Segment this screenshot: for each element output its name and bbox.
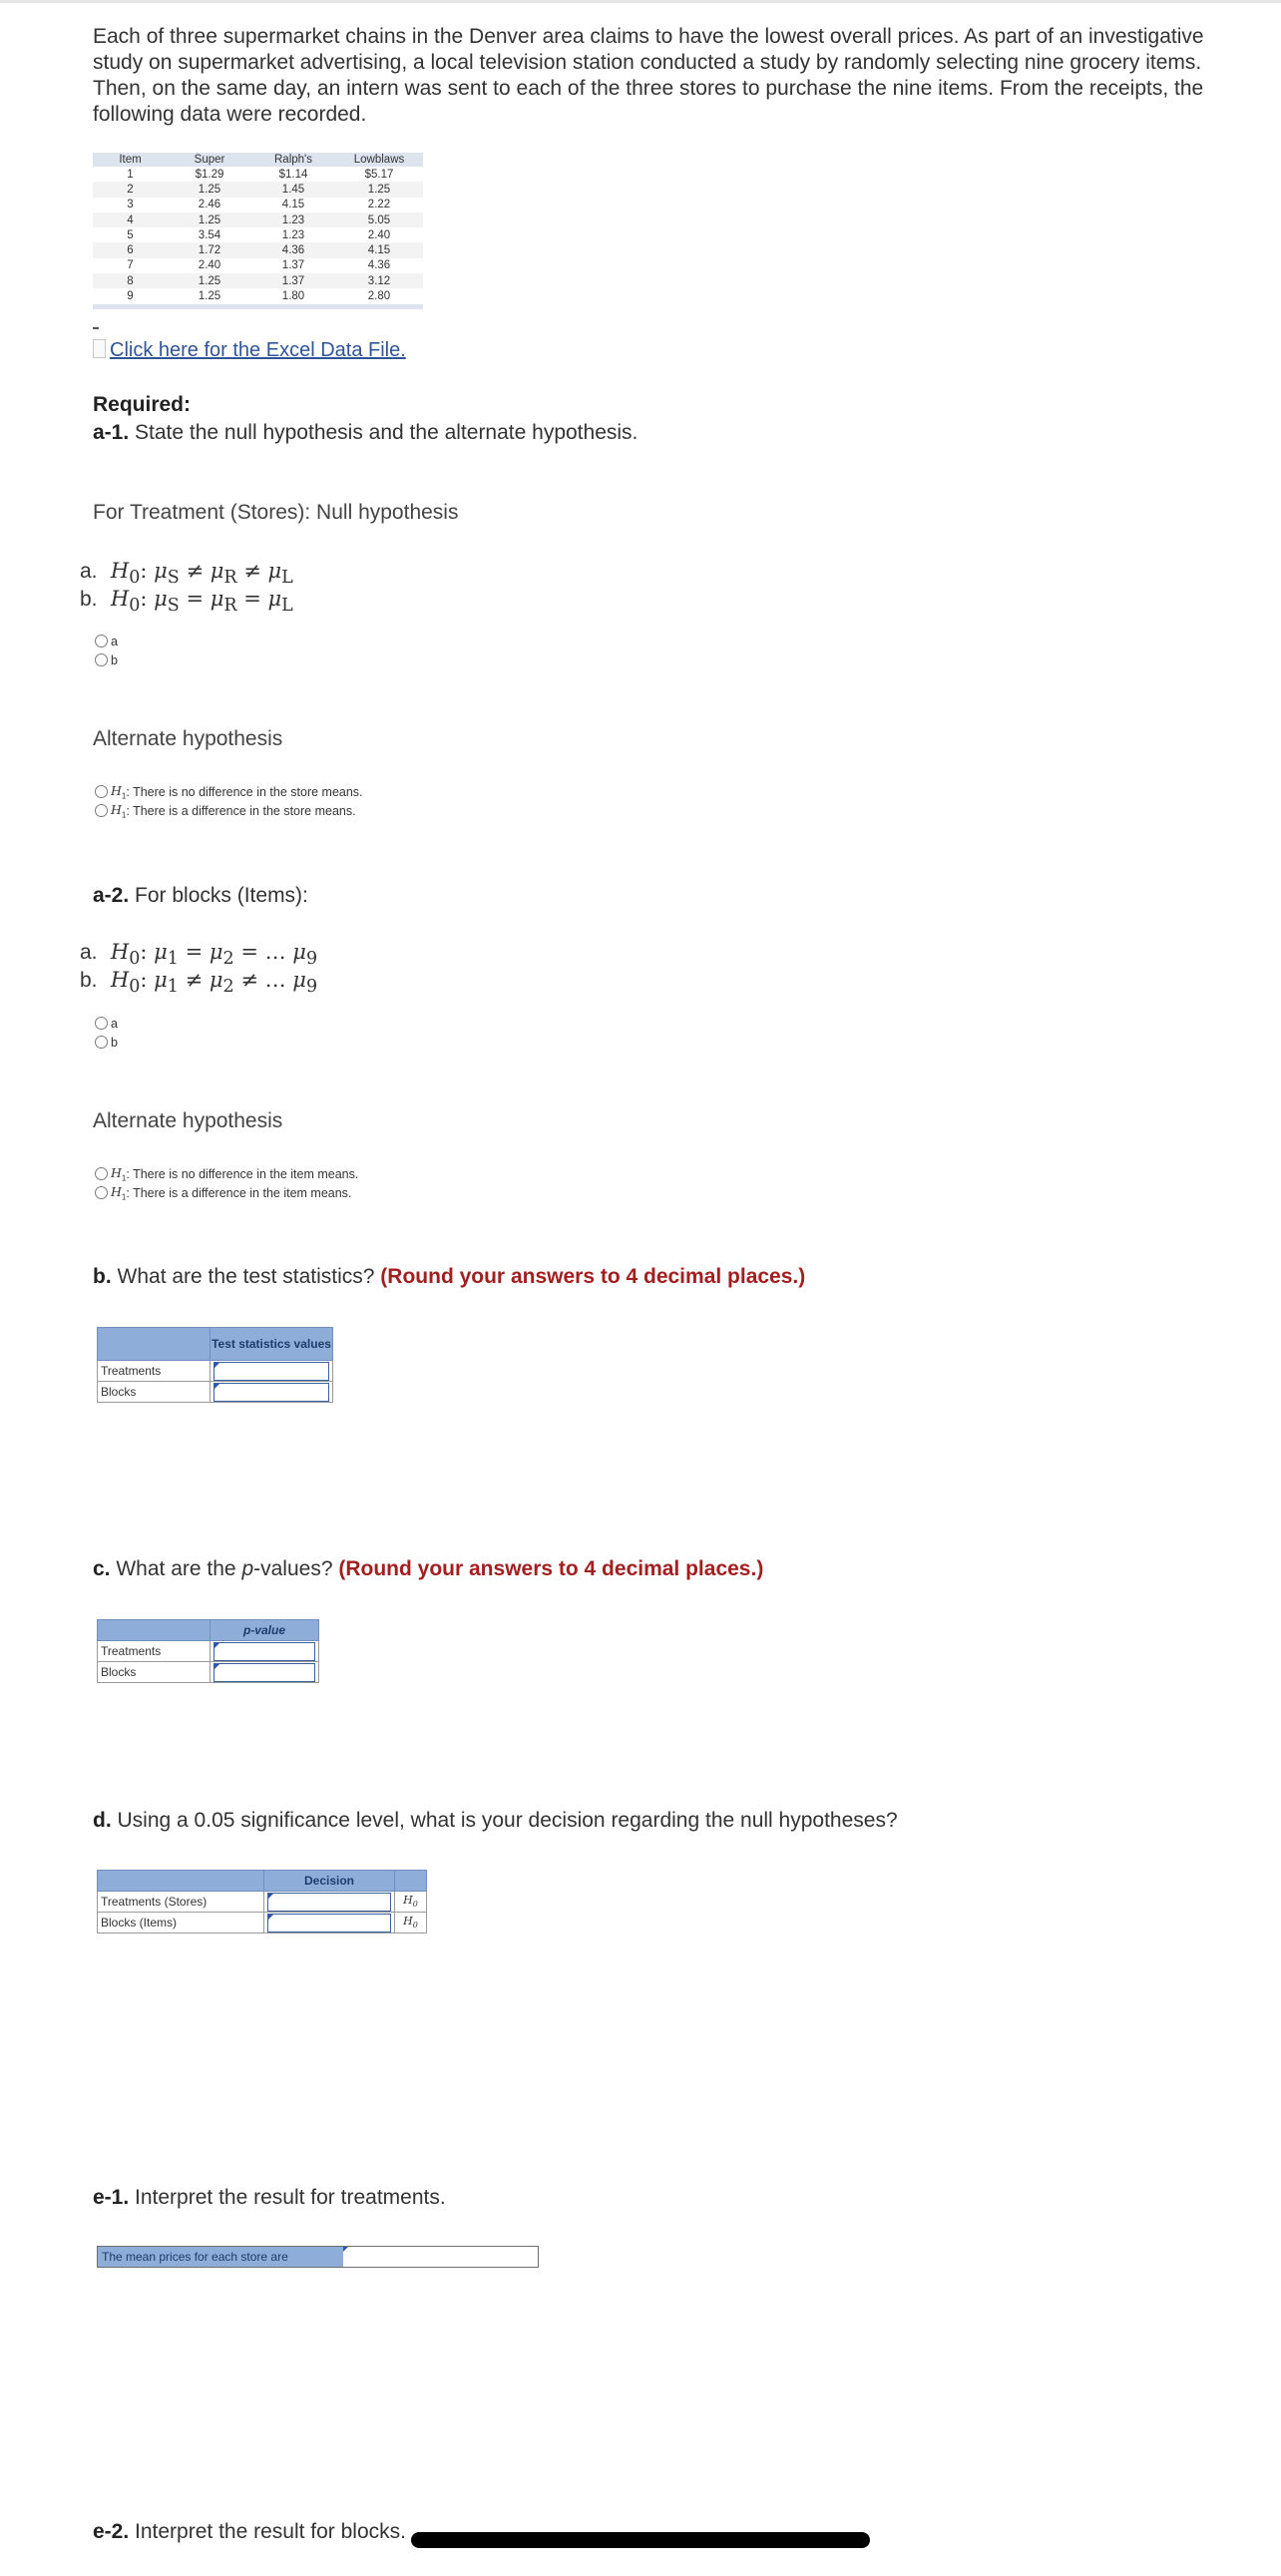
radio-label: : There is a difference in the item means.: [126, 1185, 352, 1200]
table-row: [93, 288, 423, 306]
radio-label: : There is a difference in the store means.: [126, 803, 356, 818]
c-number: c.: [93, 1557, 111, 1580]
blocks-null-radios: [95, 1014, 118, 1052]
d-text: Using a 0.05 significance level, what is your decision regarding the null hypotheses?: [117, 1809, 898, 1832]
cell: 1.45: [251, 182, 335, 197]
table-header-row: [93, 153, 423, 167]
p-value-table: [97, 1619, 319, 1683]
row-label-blocks-items: Blocks (Items): [98, 1913, 264, 1933]
row-label-blocks: Blocks: [98, 1382, 211, 1403]
horizontal-scrollbar[interactable]: [411, 2532, 870, 2548]
corner-cell: [98, 1620, 211, 1641]
a2-number: a-2.: [93, 884, 130, 907]
cell: 9: [127, 290, 134, 303]
option-letter: a.: [80, 560, 98, 583]
cell: 1.23: [281, 228, 305, 241]
cell: 4.15: [281, 199, 305, 212]
row-label-treatments-stores: Treatments (Stores): [98, 1892, 264, 1913]
treatments-stat-cell: [211, 1361, 333, 1382]
header-item: Item: [93, 153, 168, 167]
radio-button[interactable]: [95, 804, 108, 817]
blocks-option-b: b. $H_0$: $\mu_1 \ne \mu_2$ ≠ … $\mu_9$: [80, 968, 318, 998]
radio-button[interactable]: [95, 785, 108, 798]
table-row: [93, 258, 423, 273]
e2-text: Interpret the result for blocks.: [135, 2520, 406, 2543]
radio-alt-no-difference[interactable]: $H_1$ : There is no difference in the item means.: [95, 1164, 358, 1183]
blocks-decision-cell: [264, 1913, 395, 1933]
table-row: [93, 167, 423, 182]
e2-number: e-2.: [93, 2520, 130, 2543]
cell: 4.36: [367, 259, 391, 272]
c-text-p: p: [241, 1557, 254, 1580]
cell: 2.40: [367, 228, 391, 241]
decision-header: Decision: [264, 1871, 395, 1892]
c-rounding-note: (Round your answers to 4 decimal places.): [338, 1557, 764, 1580]
radio-button[interactable]: [95, 1036, 108, 1049]
test-statistics-header: Test statistics values: [211, 1328, 333, 1361]
cell: 2.22: [367, 199, 391, 212]
header-super: Super: [168, 153, 251, 167]
question-e1: [93, 2186, 446, 2210]
radio-alt-difference[interactable]: $H_1$ : There is a difference in the item means.: [95, 1183, 358, 1202]
e1-number: e-1.: [93, 2186, 130, 2209]
question-c: [93, 1557, 763, 1581]
cell: 5: [127, 228, 134, 241]
cell: 8: [93, 273, 168, 288]
a1-instruction: State the null hypothesis and the alternate hypothesis.: [135, 421, 639, 444]
treatments-decision-select[interactable]: [267, 1893, 391, 1912]
a2-question: [93, 884, 308, 908]
p-value-header: p-value: [211, 1620, 319, 1641]
option-letter: a.: [80, 941, 98, 964]
e1-text: Interpret the result for treatments.: [135, 2186, 446, 2209]
cell: 7: [127, 259, 134, 272]
radio-label: b: [111, 652, 118, 667]
radio-button[interactable]: [95, 653, 108, 666]
cell: 2.80: [367, 290, 391, 303]
blocks-option-a: a. $H_0$: $\mu_1 = \mu_2$ = … $\mu_9$: [80, 940, 318, 970]
cell: 1: [127, 168, 134, 181]
file-marker: [93, 327, 99, 329]
e1-answer-row: [97, 2246, 539, 2268]
cell: 1.25: [335, 182, 423, 197]
corner-cell: [98, 1328, 211, 1361]
radio-button[interactable]: [95, 1167, 108, 1180]
blocks-stat-input[interactable]: [214, 1383, 329, 1402]
excel-link-text[interactable]: Click here for the Excel Data File.: [110, 339, 406, 361]
radio-label: a: [111, 1016, 118, 1031]
header-ralphs: Ralph's: [251, 153, 335, 167]
radio-option-b[interactable]: [95, 650, 118, 669]
excel-data-link[interactable]: [93, 339, 406, 362]
treatments-decision-cell: [264, 1892, 395, 1913]
question-b: [93, 1265, 805, 1289]
radio-label: a: [111, 634, 118, 648]
b-rounding-note: (Round your answers to 4 decimal places.): [380, 1265, 806, 1288]
cell: 1.37: [281, 259, 305, 272]
radio-button[interactable]: [95, 635, 108, 647]
cell: 6: [93, 242, 168, 257]
treatment-option-a: a. $H_0$: $\mu_S \ne \mu_R \ne \mu_L$: [80, 559, 293, 589]
treatments-stat-input[interactable]: [214, 1362, 329, 1381]
test-statistics-table: [97, 1327, 333, 1403]
header-lowblaws: Lowblaws: [335, 153, 423, 167]
cell: 4.36: [251, 242, 335, 257]
cell: 1.37: [251, 273, 335, 288]
treatments-p-cell: [211, 1641, 319, 1662]
cell: $5.17: [364, 168, 394, 181]
e1-answer-label: The mean prices for each store are: [98, 2247, 343, 2267]
treatment-option-b: b. $H_0$: $\mu_S = \mu_R = \mu_L$: [80, 587, 293, 617]
c-text-post: -values?: [253, 1557, 333, 1580]
radio-label: : There is no difference in the store means.: [126, 784, 363, 799]
a1-number: a-1.: [93, 421, 130, 444]
corner-cell-right: [395, 1871, 427, 1892]
table-row: [93, 213, 423, 227]
price-data-table: [93, 153, 423, 309]
treatment-null-radios: [95, 632, 118, 669]
radio-alt-difference[interactable]: $H_1$ : There is a difference in the store means.: [95, 801, 363, 820]
row-label-blocks: Blocks: [98, 1662, 211, 1683]
radio-option-a[interactable]: [95, 632, 118, 650]
cell: 2: [93, 182, 168, 197]
h0-symbol: $H_0$: [395, 1913, 427, 1933]
e1-answer-select[interactable]: [343, 2247, 538, 2267]
radio-label: b: [111, 1035, 118, 1050]
cell: 1.72: [168, 242, 251, 257]
table-row: [93, 227, 423, 242]
cell: 4.15: [335, 242, 423, 257]
d-number: d.: [93, 1809, 112, 1832]
cell: 5.05: [335, 213, 423, 227]
cell: 1.25: [198, 290, 221, 303]
cell: 3.12: [335, 273, 423, 288]
b-number: b.: [93, 1265, 112, 1288]
cell: 4: [93, 213, 168, 227]
top-divider: [0, 0, 1281, 3]
blocks-stat-cell: [211, 1382, 333, 1403]
cell: 1.25: [168, 182, 251, 197]
problem-statement: Each of three supermarket chains in the Denver area claims to have the lowest overall prices. As part of an investigative study on supermarket advertising, a local television station conducted a study by randomly selecting nine grocery items. Then, on the same day, an intern was sent to each of the three stores to purchase the nine items. From the receipts, the following data were recorded.: [93, 25, 1204, 126]
treatments-p-input[interactable]: [214, 1642, 315, 1661]
cell: $1.14: [278, 168, 308, 181]
radio-button[interactable]: [95, 1017, 108, 1030]
file-icon: [93, 339, 106, 358]
option-letter: b.: [80, 969, 98, 992]
table-row: [93, 182, 423, 197]
required-section: [93, 391, 638, 447]
table-row: [93, 273, 423, 288]
decision-table: [97, 1870, 427, 1933]
treatment-alt-label: Alternate hypothesis: [93, 727, 283, 750]
h0-symbol: $H_0$: [395, 1892, 427, 1913]
corner-cell: [98, 1871, 264, 1892]
radio-alt-no-difference[interactable]: $H_1$ : There is no difference in the store means.: [95, 782, 363, 801]
question-e2: [93, 2520, 406, 2544]
blocks-decision-select[interactable]: [267, 1914, 391, 1932]
cell: 1.25: [168, 213, 251, 227]
blocks-alt-label: Alternate hypothesis: [93, 1109, 283, 1132]
treatment-alt-radios: [95, 782, 363, 820]
blocks-p-cell: [211, 1662, 319, 1683]
table-row: [93, 242, 423, 257]
cell: 2.40: [198, 259, 221, 272]
required-heading: Required:: [93, 393, 192, 416]
cell: 3.54: [198, 228, 221, 241]
cell: 2.46: [198, 199, 221, 212]
question-d: [93, 1809, 898, 1833]
blocks-alt-radios: [95, 1164, 358, 1202]
cell: 1.23: [251, 213, 335, 227]
radio-option-b[interactable]: [95, 1033, 118, 1052]
radio-label: : There is no difference in the item means.: [126, 1166, 359, 1181]
cell: 1.80: [281, 290, 305, 303]
table-row: [93, 198, 423, 213]
option-letter: b.: [80, 588, 98, 611]
radio-option-a[interactable]: [95, 1014, 118, 1033]
a2-text: For blocks (Items):: [135, 884, 308, 907]
cell: 3: [127, 199, 134, 212]
c-text: What are the: [116, 1557, 236, 1580]
b-text: What are the test statistics?: [117, 1265, 375, 1288]
row-label-treatments: Treatments: [98, 1361, 211, 1382]
cell: 1.25: [168, 273, 251, 288]
row-label-treatments: Treatments: [98, 1641, 211, 1662]
blocks-p-input[interactable]: [214, 1663, 315, 1682]
cell: $1.29: [195, 168, 224, 181]
radio-button[interactable]: [95, 1186, 108, 1199]
treatment-null-label: For Treatment (Stores): Null hypothesis: [93, 501, 459, 524]
